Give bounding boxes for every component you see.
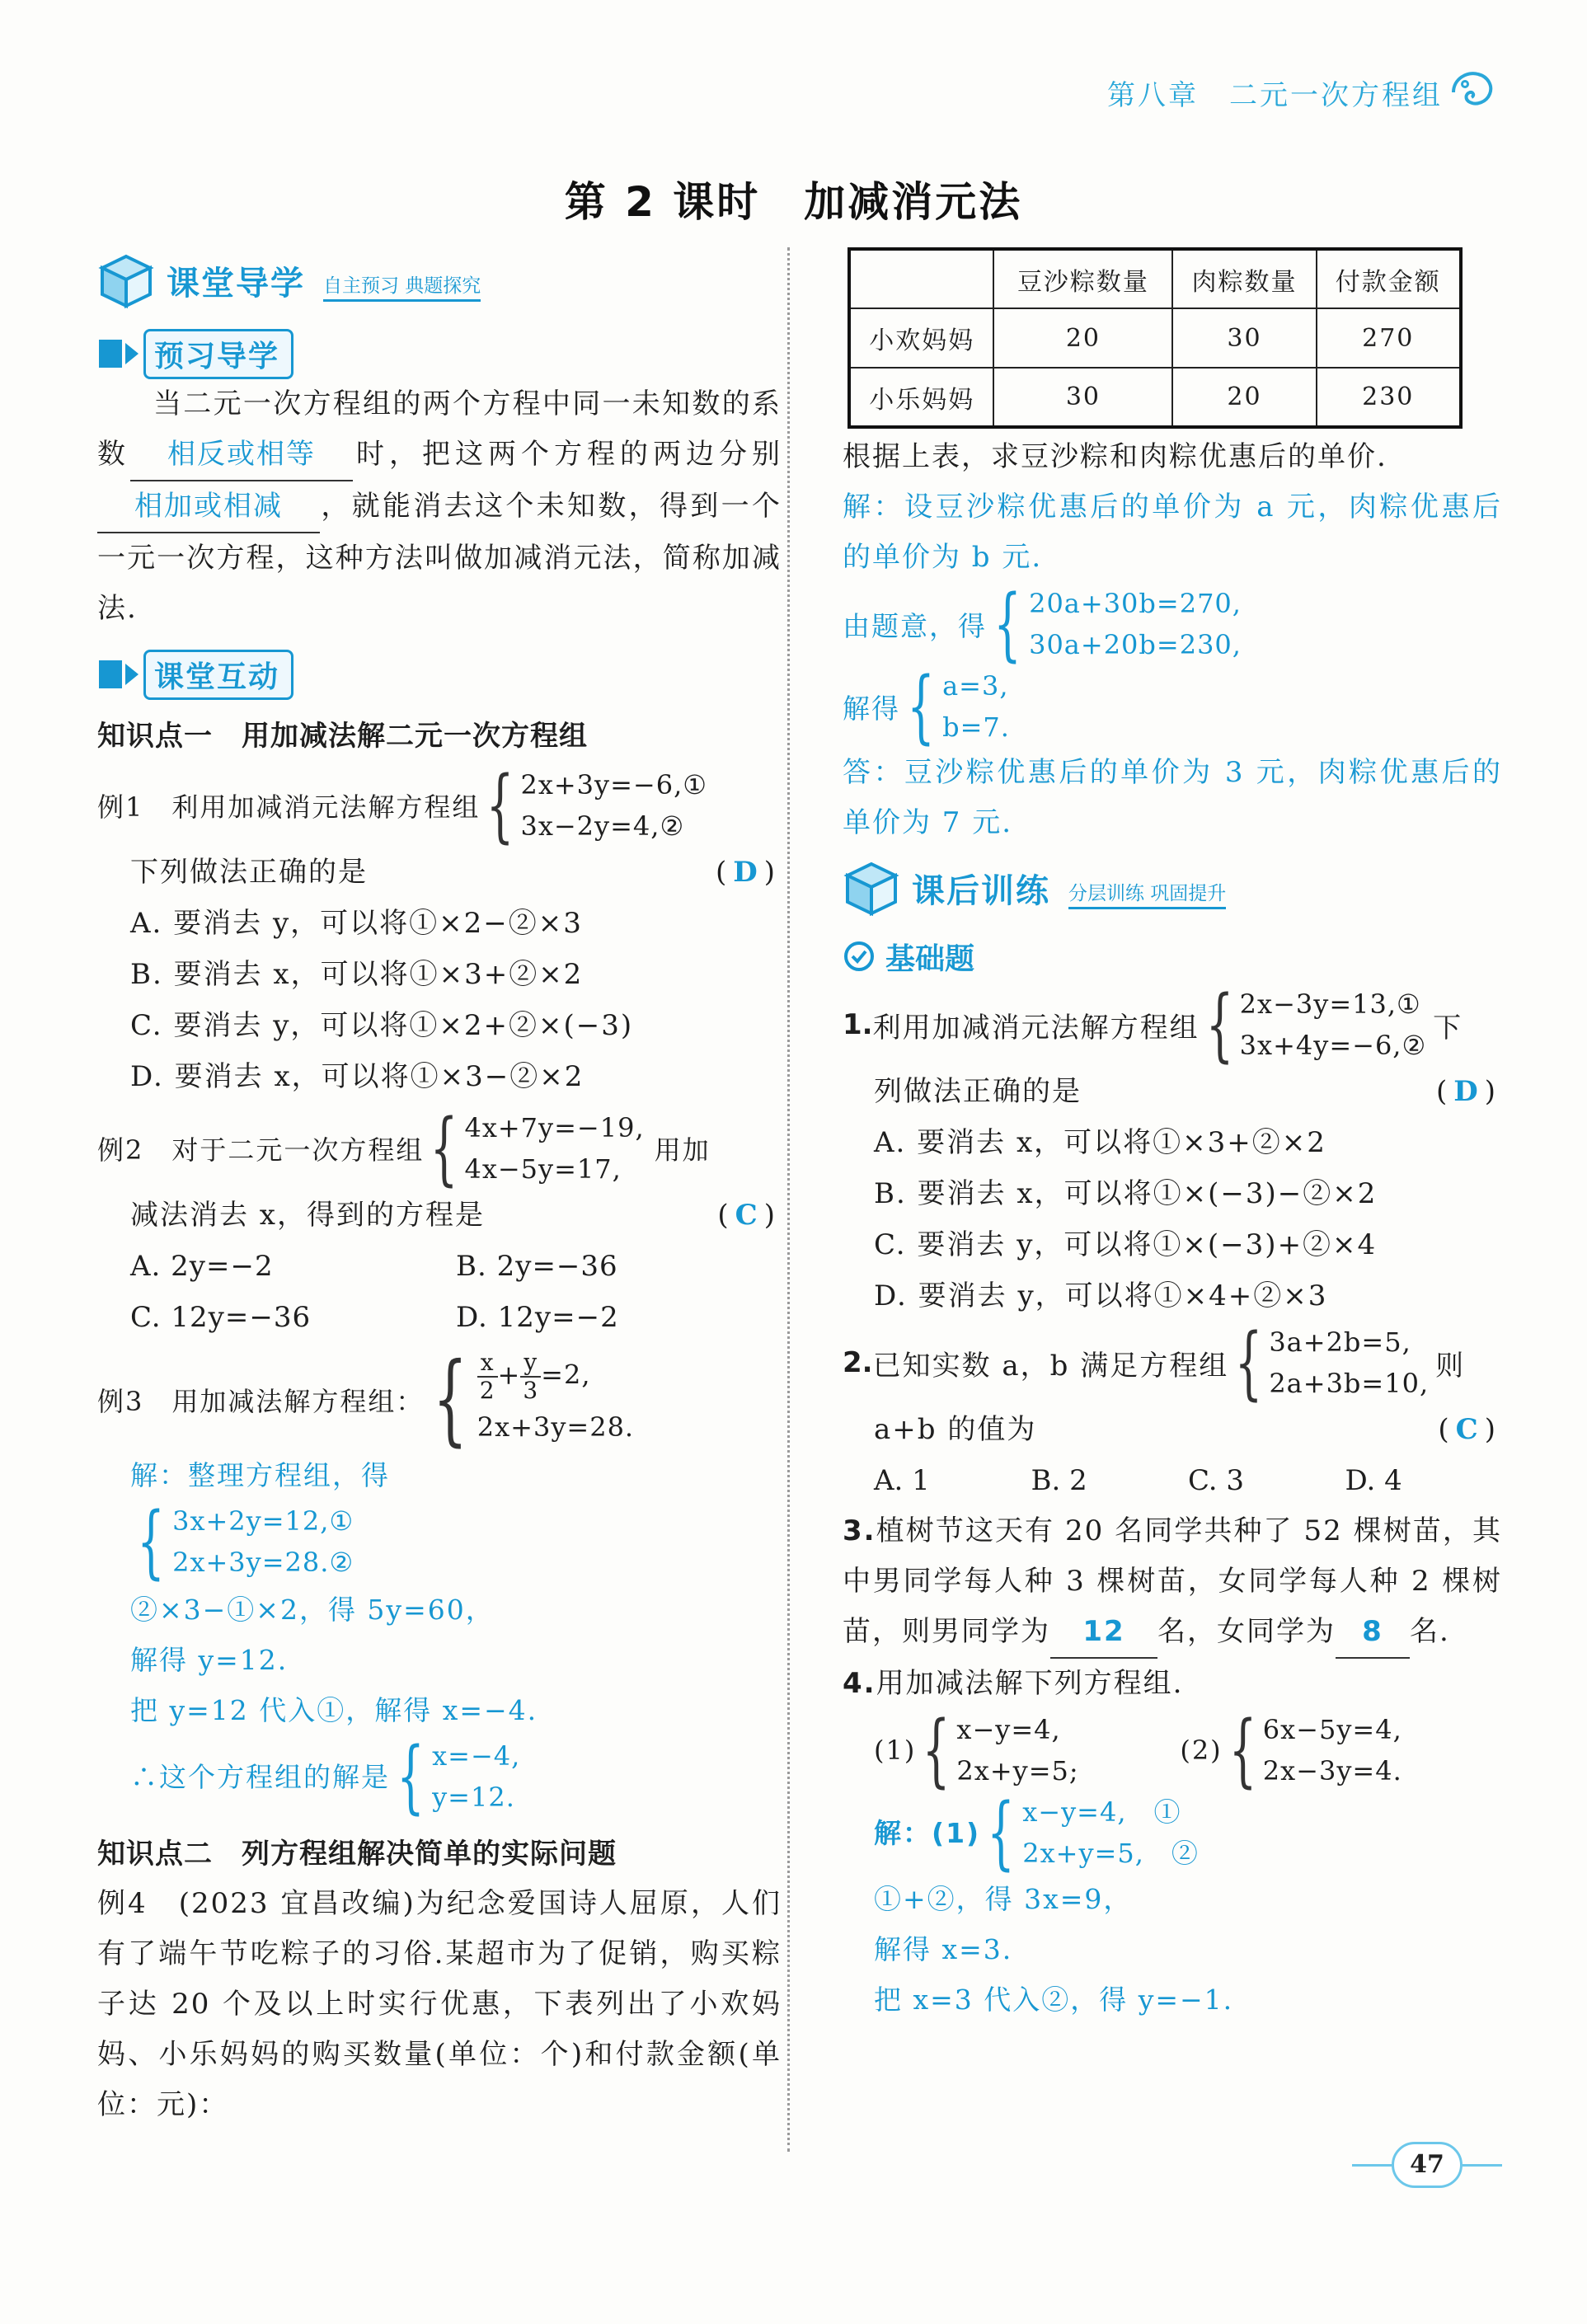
banner-title: 课后训练 [912, 871, 1050, 910]
lesson-title: 第 2 课时 加减消元法 [564, 178, 1023, 226]
preview-paragraph: 当二元一次方程组的两个方程中同一未知数的系数 相反或相等 时，把这两个方程的两边分别相加或相减 ，就能消去这个未知数，得到一个一元一次方程，这种方法叫做加减消元法，简称加减法. [97, 387, 782, 625]
option: A. 1 [874, 1464, 930, 1497]
example-1-answer: D [733, 856, 764, 889]
example-4-answer: 答：豆沙粽优惠后的单价为 3 元，肉粽优惠后的单价为 7 元. [843, 756, 1502, 839]
example-4-result: 解得 { a=3, b=7. [843, 660, 1010, 753]
chapter-running-head: 第八章 二元一次方程组 [1107, 79, 1443, 112]
example-2-options [97, 1241, 782, 1343]
blank-answer-girls: 8 [1336, 1607, 1410, 1659]
question-1-stem: 列做法正确的是 (D) [874, 1075, 1502, 1108]
tag-interaction [97, 649, 782, 700]
example-1-options [97, 898, 782, 1102]
equation-system: { $\frac{x}{2}$ + $\frac{y}{3}$ =2, 2x+3y=28. [433, 1342, 635, 1457]
example-2-answer: C [735, 1199, 764, 1232]
blank-answer-1: 相反或相等 [130, 430, 353, 481]
equation-system: { 4x+7y=−19, 4x−5y=17, [430, 1102, 645, 1195]
table-row: 小欢妈妈 20 30 270 [849, 308, 1461, 368]
cube-icon [97, 251, 155, 309]
page-number-rule [1463, 2164, 1502, 2167]
option: B. 2y=−36 [456, 1250, 618, 1283]
option: D. 要消去 x，可以将①×3−②×2 [130, 1060, 585, 1093]
equation-system: { 3x+2y=12,① 2x+3y=28.② [137, 1495, 354, 1588]
question-3: 3.植树节这天有 20 名同学共种了 52 棵树苗，其中男同学每人种 3 棵树苗，女同学每人种 2 棵树苗，则男同学为 12 名，女同学为 8 名. [843, 1506, 1502, 1659]
banner-subtitle: 自主预习 典题探究 [323, 270, 481, 302]
option: C. 要消去 y，可以将①×2+②×(−3) [130, 1009, 634, 1042]
knowledge-point-2: 知识点二 列方程组解决简单的实际问题 [97, 1838, 617, 1871]
option: C. 3 [1188, 1464, 1245, 1497]
option: A. 2y=−2 [130, 1250, 274, 1283]
example-4-solution-intro: 解：设豆沙粽优惠后的单价为 a 元，肉粽优惠后的单价为 b 元. [843, 491, 1502, 574]
blank-answer-boys: 12 [1050, 1607, 1157, 1659]
option: D. 12y=−2 [456, 1301, 619, 1334]
page-number-rule [1352, 2164, 1392, 2167]
option: A. 要消去 x，可以将①×3+②×2 [874, 1126, 1326, 1159]
column-divider [787, 247, 790, 2152]
tag-preview [97, 328, 782, 379]
cube-icon [843, 859, 900, 917]
arrow-tag-icon [97, 335, 150, 373]
option: D. 4 [1345, 1464, 1402, 1497]
banner-subtitle: 分层训练 巩固提升 [1068, 878, 1226, 909]
option: D. 要消去 y，可以将①×4+②×3 [874, 1279, 1328, 1312]
option: B. 要消去 x，可以将①×3+②×2 [130, 958, 584, 991]
example-4-question: 根据上表，求豆沙粽和肉粽优惠后的单价. [843, 440, 1387, 473]
right-column [843, 247, 1502, 2025]
example-2-stem: 减法消去 x，得到的方程是 (C) [130, 1199, 782, 1232]
option: B. 2 [1031, 1464, 1087, 1497]
question-1-answer: D [1453, 1075, 1485, 1108]
option: A. 要消去 y，可以将①×2−②×3 [130, 907, 583, 940]
tag-label: 课堂互动 [143, 650, 293, 700]
check-badge-icon [843, 940, 876, 973]
section-banner-classroom [97, 247, 782, 313]
equation-system: { 2x+3y=−6,① 3x−2y=4,② [486, 759, 707, 852]
example-4-text: 例4 (2023 宜昌改编)为纪念爱国诗人屈原，人们有了端午节吃粽子的习俗.某超市为了促销，购买粽子达 20 个及以上时实行优惠，下表列出了小欢妈妈、小乐妈妈的购买数量(单位：个)和付款金额(单位：元)： [97, 1887, 782, 2121]
example-1-stem: 下列做法正确的是 (D) [130, 856, 782, 889]
knowledge-point-1: 知识点一 用加减法解二元一次方程组 [97, 720, 588, 753]
table-row: 小乐妈妈 30 20 230 [849, 368, 1461, 427]
page-number: 47 [1392, 2142, 1463, 2188]
option: C. 12y=−36 [130, 1301, 312, 1334]
banner-title: 课堂导学 [167, 264, 305, 303]
option: B. 要消去 x，可以将①×(−3)−②×2 [874, 1177, 1378, 1210]
basic-questions-heading: 基础题 [843, 929, 1502, 984]
blank-answer-2: 相加或相减 [97, 481, 320, 533]
chameleon-mascot-icon [1448, 64, 1496, 112]
question-2-options [843, 1455, 1502, 1506]
equation-system: { x=−4, y=12. [397, 1730, 521, 1823]
question-2-stem: a+b 的值为 (C) [874, 1413, 1502, 1446]
table-header-row: 豆沙粽数量 肉粽数量 付款金额 [849, 249, 1461, 308]
section-banner-after-class [843, 855, 1502, 921]
option: C. 要消去 y，可以将①×(−3)+②×4 [874, 1228, 1378, 1261]
question-4-parts: (1) { x−y=4, 2x+y=5; (2) { 6x−5y=4, 2x−3y=4. [874, 1704, 1402, 1796]
purchase-table [847, 247, 1463, 429]
left-column [97, 247, 782, 2130]
example-3-header: 例3 用加减法解方程组： { $\frac{x}{2}$ + $\frac{y}{3}$ =2, 2x+3y=28. [97, 1342, 635, 1457]
example-2-header: 例2 对于二元一次方程组 { 4x+7y=−19, 4x−5y=17, 用加 [97, 1102, 711, 1195]
example-1-header: 例1 利用加减消元法解方程组 { 2x+3y=−6,① 3x−2y=4,② [97, 759, 707, 852]
question-4-solution: 解：(1) { x−y=4, ① 2x+y=5, ② ①+②，得 3x=9， 解得 x=3. 把 x=3 代入②，得 y=−1. [874, 1786, 1234, 2016]
example-4-system: 由题意，得 { 20a+30b=270, 30a+20b=230, [843, 578, 1242, 670]
question-1-header: 1. 利用加减消元法解方程组 { 2x−3y=13,① 3x+4y=−6,② 下 [843, 979, 1463, 1071]
tag-label: 预习导学 [143, 329, 293, 379]
question-4-stem: 4.用加减法解下列方程组. [843, 1667, 1184, 1700]
question-2-answer: C [1455, 1413, 1485, 1446]
arrow-tag-icon [97, 655, 150, 693]
example-3-solution: 解：整理方程组，得 { 3x+2y=12,① 2x+3y=28.② ②×3−①×2，得 5y=60， 解得 y=12. 把 y=12 代入①，解得 x=−4. ∴这个方程组的解是 { x=−4, y=12. [130, 1459, 538, 1823]
question-2-header: 2. 已知实数 a，b 满足方程组 { 3a+2b=5, 2a+3b=10, 则 [843, 1317, 1466, 1409]
question-1-options [843, 1117, 1502, 1322]
